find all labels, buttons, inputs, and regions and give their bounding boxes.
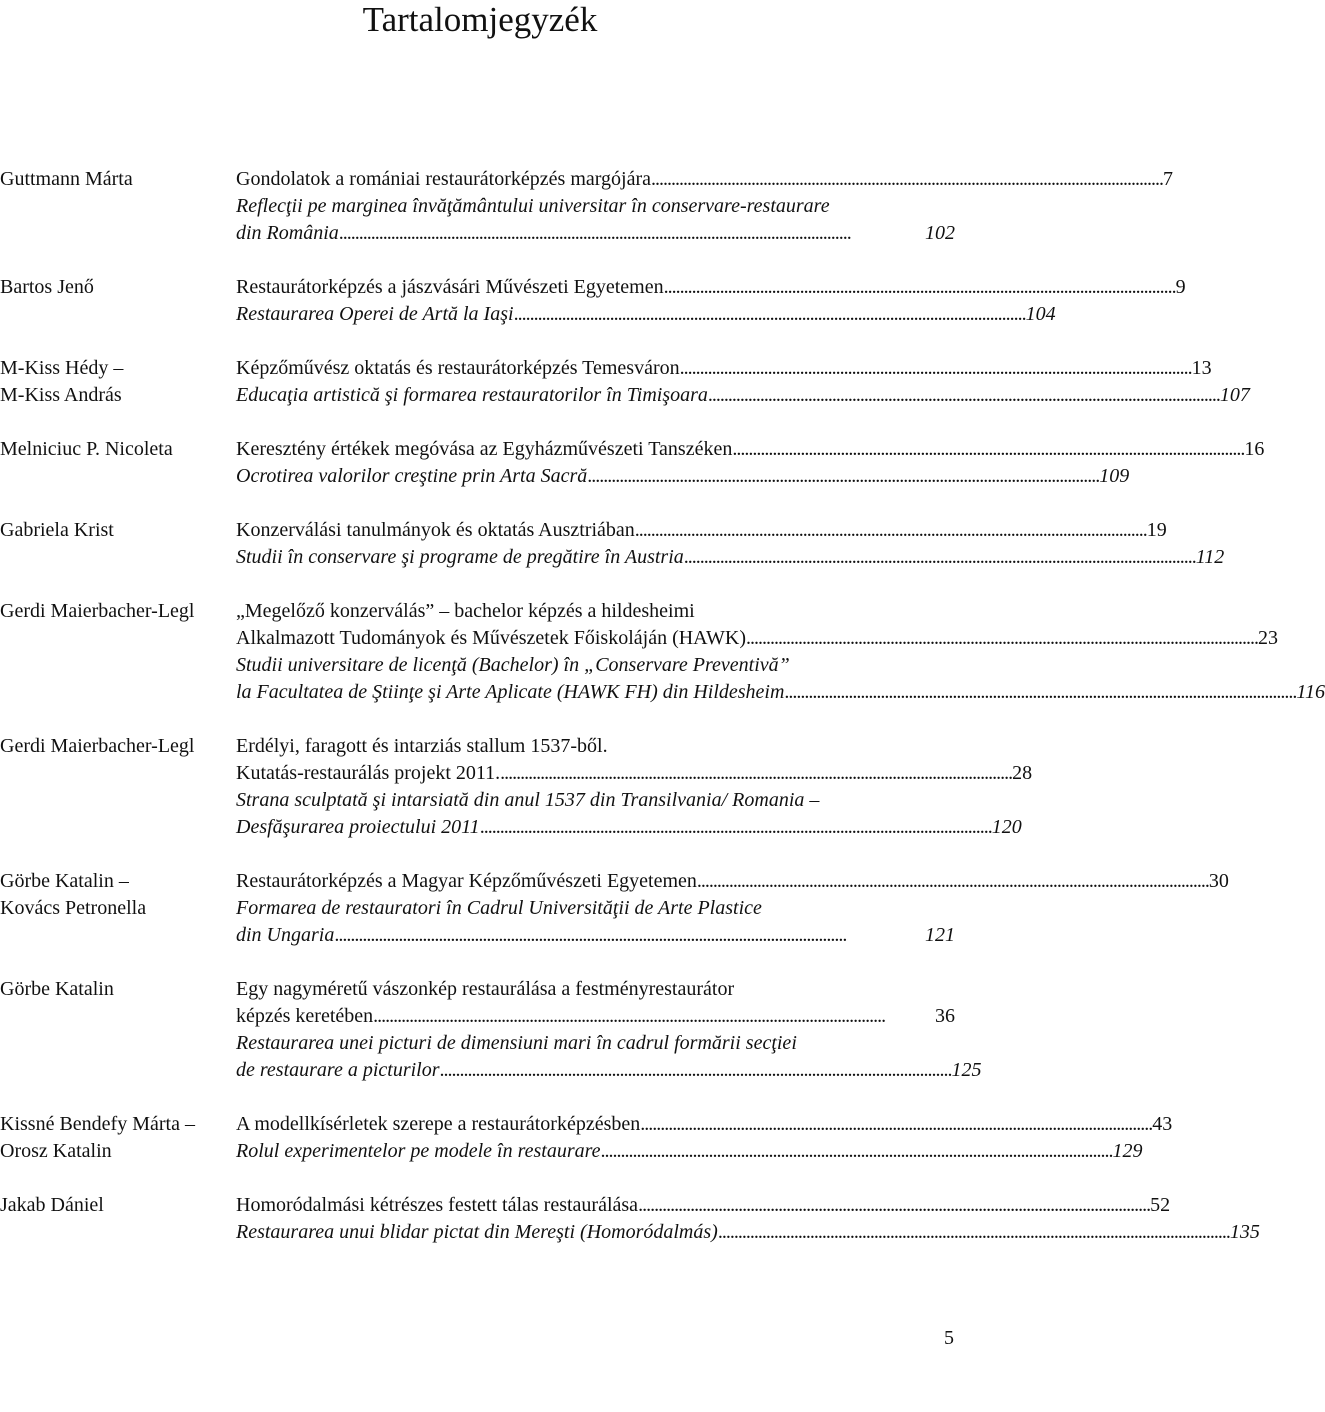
article-title: Egy nagyméretű vászonkép restaurálása a festményrestaurátor [236,978,735,1000]
toc-works [236,274,1186,328]
article-title: Desfăşurarea proiectului 2011 [236,816,480,838]
toc-authors [0,274,236,328]
page-ref: 135 [1229,1221,1260,1243]
dot-leader [746,625,1256,652]
page-ref: 125 [951,1059,982,1081]
toc-line-hungarian [236,868,1229,895]
toc-entry [0,598,1325,706]
page-ref: 112 [1195,546,1225,568]
toc-works [236,355,1250,409]
page-ref: 7 [1163,168,1174,190]
toc-authors [0,1111,236,1165]
toc-line-hungarian [236,760,1033,787]
article-title: la Facultatea de Ştiinţe şi Arte Aplicate (HAWK FH) din Hildesheim [236,681,785,703]
toc-line-romanian [236,544,1225,571]
dot-leader [680,355,1190,382]
author-name: Jakab Dániel [0,1194,104,1216]
dot-leader [339,220,923,247]
toc-works [236,868,1229,949]
page-ref: 107 [1219,384,1250,406]
dot-leader [718,1219,1228,1246]
page-ref: 16 [1244,438,1265,460]
article-title: Erdélyi, faragott és intarziás stallum 1537-ből. [236,735,608,757]
toc-line-romanian [236,814,1022,841]
toc-authors [0,868,236,949]
article-title: din Ungaria [236,924,335,946]
page-ref: 120 [991,816,1022,838]
toc-authors [0,598,236,706]
dot-leader [784,679,1294,706]
toc-line-hungarian [236,355,1212,382]
toc-line-romanian [236,382,1250,409]
author-name: Gabriela Krist [0,519,114,541]
article-title: Reflecţii pe marginea învăţământului universitar în conservare-restaurare [236,195,830,217]
dot-leader [708,382,1218,409]
toc-line-romanian [236,679,1325,706]
page-ref: 30 [1208,870,1229,892]
article-title: képzés keretében [236,1005,374,1027]
toc-line-romanian [236,1219,1260,1246]
article-title: Gondolatok a romániai restaurátorképzés margójára [236,168,652,190]
toc-line-romanian [236,787,955,814]
author-name: Orosz Katalin [0,1140,112,1162]
article-title: Restaurarea Operei de Artă la Iaşi [236,303,514,325]
page-ref: 121 [925,924,955,946]
article-title: Educaţia artistică şi formarea restauratorilor în Timişoara [236,384,708,406]
toc-authors [0,1192,236,1246]
dot-leader [697,868,1207,895]
page-ref: 102 [925,222,955,244]
toc-entry [0,976,982,1084]
author-name: Gerdi Maierbacher-Legl [0,735,195,757]
table-of-contents [0,166,1325,1273]
page-ref: 19 [1146,519,1167,541]
author-name: M-Kiss Hédy – [0,357,124,379]
dot-leader [640,1111,1150,1138]
toc-line-romanian [236,463,1130,490]
page-ref: 23 [1258,627,1278,649]
toc-line-hungarian [236,976,955,1003]
toc-works [236,1192,1260,1246]
page-ref: 43 [1152,1113,1173,1135]
dot-leader [514,301,1024,328]
toc-entry [0,355,1250,409]
dot-leader [334,922,923,949]
toc-line-hungarian [236,625,1278,652]
dot-leader [480,814,990,841]
page-ref: 36 [935,1005,955,1027]
toc-authors [0,166,236,247]
author-name: Melniciuc P. Nicoleta [0,438,173,460]
toc-line-hungarian [236,274,1186,301]
dot-leader [373,1003,933,1030]
article-title: din România [236,222,339,244]
page-ref: 116 [1296,681,1325,703]
article-title: Keresztény értékek megóvása az Egyházművészeti Tanszéken [236,438,733,460]
author-name: Görbe Katalin – [0,870,129,892]
dot-leader [684,544,1194,571]
toc-works [236,166,1174,247]
page-number: 5 [944,1327,954,1349]
page-ref: 52 [1150,1194,1171,1216]
dot-leader [638,1192,1148,1219]
dot-leader [587,463,1097,490]
author-name: Kovács Petronella [0,897,147,919]
toc-works [236,436,1265,490]
toc-line-romanian [236,220,955,247]
toc-line-romanian [236,895,955,922]
toc-authors [0,355,236,409]
article-title: Homoródalmási kétrészes festett tálas restaurálása [236,1194,639,1216]
toc-authors [0,517,236,571]
dot-leader [500,760,1010,787]
author-name: Kissné Bendefy Márta – [0,1113,195,1135]
author-name: Görbe Katalin [0,978,114,1000]
dot-leader [635,517,1145,544]
toc-works [236,976,982,1084]
toc-line-romanian [236,652,955,679]
page-ref: 9 [1175,276,1186,298]
toc-entry [0,868,1229,949]
toc-line-hungarian [236,598,955,625]
article-title: Restaurarea unui blidar pictat din Mereşti (Homoródalmás) [236,1221,718,1243]
dot-leader [651,166,1161,193]
article-title: Strana sculptată şi intarsiată din anul 1537 din Transilvania/ Romania – [236,789,820,811]
author-name: Bartos Jenő [0,276,94,298]
toc-works [236,517,1225,571]
toc-entry [0,1111,1173,1165]
article-title: Alkalmazott Tudományok és Művészetek Főiskoláján (HAWK) [236,627,746,649]
page-ref: 28 [1012,762,1033,784]
toc-entry [0,166,1174,247]
article-title: Studii universitare de licenţă (Bachelor) în „Conservare Preventivă” [236,654,790,676]
dot-leader [732,436,1242,463]
toc-line-romanian [236,922,955,949]
page-ref: 109 [1099,465,1130,487]
author-name: Gerdi Maierbacher-Legl [0,600,195,622]
article-title: de restaurare a picturilor [236,1059,440,1081]
toc-authors [0,436,236,490]
toc-line-romanian [236,193,955,220]
article-title: Restaurátorképzés a jászvásári Művészeti Egyetemen [236,276,664,298]
article-title: Studii în conservare şi programe de pregătire în Austria [236,546,684,568]
toc-line-hungarian [236,1111,1173,1138]
article-title: Ocrotirea valorilor creştine prin Arta Sacră [236,465,588,487]
toc-entry [0,517,1225,571]
toc-line-romanian [236,1138,1143,1165]
toc-line-romanian [236,1057,982,1084]
article-title: Kutatás-restaurálás projekt 2011. [236,762,501,784]
article-title: Konzerválási tanulmányok és oktatás Ausztriában [236,519,635,541]
toc-authors [0,733,236,841]
toc-line-romanian [236,301,1056,328]
toc-line-hungarian [236,733,955,760]
page-title: Tartalomjegyzék [362,0,598,39]
dot-leader [664,274,1174,301]
article-title: „Megelőző konzerválás” – bachelor képzés a hildesheimi [236,600,695,622]
author-name: M-Kiss András [0,384,122,406]
article-title: Képzőművész oktatás és restaurátorképzés Temesváron [236,357,680,379]
toc-line-hungarian [236,436,1265,463]
toc-works [236,733,1033,841]
toc-authors [0,976,236,1084]
author-name: Guttmann Márta [0,168,133,190]
toc-line-hungarian [236,1003,955,1030]
article-title: A modellkísérletek szerepe a restaurátorképzésben [236,1113,641,1135]
toc-line-romanian [236,1030,955,1057]
dot-leader [601,1138,1111,1165]
toc-works [236,1111,1173,1165]
toc-line-hungarian [236,166,1174,193]
article-title: Formarea de restauratori în Cadrul Universităţii de Arte Plastice [236,897,762,919]
toc-entry [0,1192,1260,1246]
page-ref: 13 [1191,357,1212,379]
toc-entry [0,733,1033,841]
article-title: Restaurarea unei picturi de dimensiuni mari în cadrul formării secţiei [236,1032,797,1054]
page-ref: 129 [1112,1140,1143,1162]
toc-line-hungarian [236,1192,1171,1219]
page-ref: 104 [1025,303,1056,325]
toc-works [236,598,1325,706]
toc-line-hungarian [236,517,1167,544]
dot-leader [440,1057,950,1084]
toc-entry [0,274,1186,328]
article-title: Restaurátorképzés a Magyar Képzőművészeti Egyetemen [236,870,697,892]
toc-entry [0,436,1265,490]
article-title: Rolul experimentelor pe modele în restaurare [236,1140,601,1162]
